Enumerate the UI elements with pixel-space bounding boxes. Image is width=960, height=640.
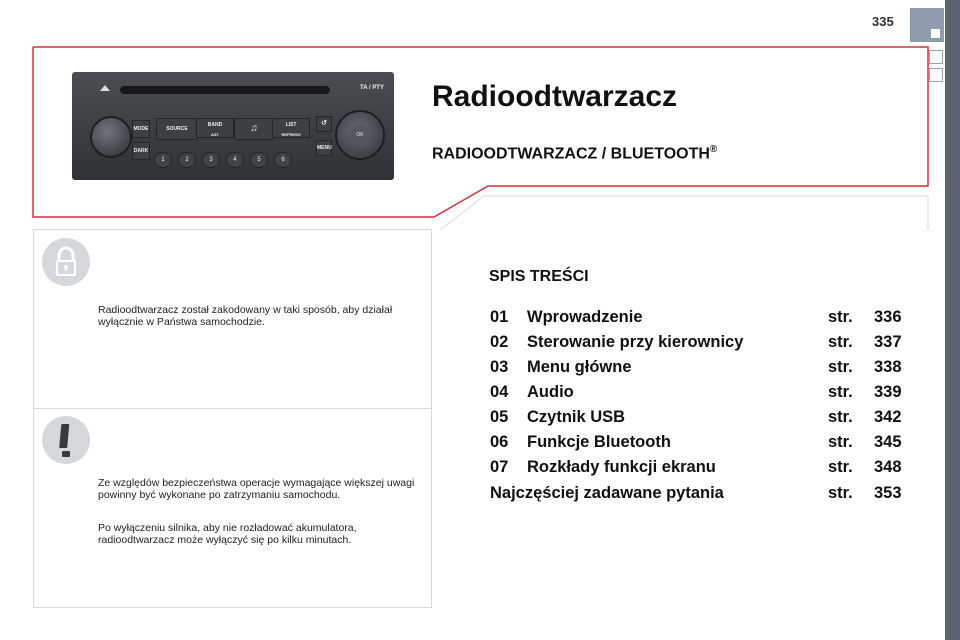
toc-item-label: Czytnik USB (527, 408, 626, 426)
menu-button: MENU (316, 140, 332, 156)
band-button (196, 118, 234, 138)
toc-str-label: str. (828, 358, 853, 376)
toc-item-label: Wprowadzenie (527, 308, 643, 326)
navigation-knob (335, 110, 385, 160)
preset-button: 5 (250, 152, 268, 168)
toc-str-label: str. (828, 333, 853, 351)
registered-mark: ® (709, 144, 718, 155)
side-bar (945, 0, 960, 640)
corner-square-icon (931, 29, 940, 38)
preset-button: 4 (226, 152, 244, 168)
toc-item-number: 03 (490, 358, 509, 376)
toc-item[interactable] (490, 358, 910, 382)
page-subtitle (432, 144, 717, 163)
toc-item-page: 336 (874, 308, 902, 326)
toc-str-label: str. (828, 484, 853, 502)
toc-item-number: 05 (490, 408, 509, 426)
warning-icon (42, 416, 90, 464)
toc-item-label: Rozkłady funkcji ekranu (527, 458, 716, 476)
band-sub-label: AST (211, 132, 219, 137)
corner-tab (910, 8, 944, 42)
toc-item-number: 01 (490, 308, 509, 326)
preset-button: 1 (154, 152, 172, 168)
toc-item-number: 02 (490, 333, 509, 351)
page-title: Radioodtwarzacz (432, 80, 678, 113)
toc-item-label: Funkcje Bluetooth (527, 433, 671, 451)
page-number: 335 (872, 14, 894, 29)
toc-item[interactable] (490, 333, 910, 357)
toc-item-label: Sterowanie przy kierownicy (527, 333, 744, 351)
cd-slot (120, 86, 330, 94)
music-note-icon: ♫ (234, 118, 274, 140)
ta-pty-label: TA / PTY (360, 85, 384, 91)
preset-button: 3 (202, 152, 220, 168)
toc-item-number: 06 (490, 433, 509, 451)
toc-item[interactable] (490, 383, 910, 407)
edge-checkbox-icon (929, 50, 943, 64)
toc-item-number: 07 (490, 458, 509, 476)
preset-button: 2 (178, 152, 196, 168)
battery-note: Po wyłączeniu silnika, aby nie rozładować akumulatora, radioodtwarzacz może wyłączyć się po kilku minutach. (98, 522, 357, 546)
toc-item[interactable] (490, 408, 910, 432)
toc-item-page: 348 (874, 458, 902, 476)
toc-str-label: str. (828, 433, 853, 451)
eject-icon (100, 85, 110, 91)
toc-item-label: Audio (527, 383, 574, 401)
toc-title: SPIS TREŚCI (489, 268, 589, 285)
toc-item[interactable] (490, 484, 910, 508)
list-label: LIST (285, 122, 297, 128)
toc-str-label: str. (828, 458, 853, 476)
toc-item-label: Najczęściej zadawane pytania (490, 484, 724, 502)
radio-faceplate (72, 72, 394, 180)
toc-str-label: str. (828, 308, 853, 326)
toc-str-label: str. (828, 408, 853, 426)
toc-item-label: Menu główne (527, 358, 632, 376)
band-label: BAND (207, 122, 223, 128)
dark-button: DARK (132, 142, 150, 160)
toc-item[interactable] (490, 308, 910, 332)
toc-item-page: 339 (874, 383, 902, 401)
volume-knob (90, 116, 132, 158)
toc-item-page: 338 (874, 358, 902, 376)
ok-button: OK (350, 125, 370, 145)
back-icon: ↺ (316, 116, 332, 132)
safety-note: Ze względów bezpieczeństwa operacje wymagające większej uwagi powinny być wykonane po zatrzymaniu samochodu. (98, 477, 415, 501)
source-button: SOURCE (156, 118, 198, 140)
preset-button: 6 (274, 152, 292, 168)
toc-item[interactable] (490, 433, 910, 457)
lock-note: Radioodtwarzacz został zakodowany w taki sposób, aby działał wyłącznie w Państwa samochodzie. (98, 304, 393, 328)
list-button (272, 118, 310, 138)
subtitle-text: RADIOODTWARZACZ / BLUETOOTH (432, 145, 710, 163)
toc-panel (440, 192, 926, 607)
toc-item-number: 04 (490, 383, 509, 401)
toc-item-page: 353 (874, 484, 902, 502)
toc-item-page: 337 (874, 333, 902, 351)
mode-button: MODE (132, 120, 150, 138)
info-panel (33, 229, 432, 608)
toc-str-label: str. (828, 383, 853, 401)
list-sub-label: REFRESH (281, 132, 301, 137)
divider (34, 408, 431, 409)
edge-checkbox-icon (929, 68, 943, 82)
toc-item-page: 345 (874, 433, 902, 451)
toc-item[interactable] (490, 458, 910, 482)
toc-item-page: 342 (874, 408, 902, 426)
lock-icon (42, 238, 90, 286)
